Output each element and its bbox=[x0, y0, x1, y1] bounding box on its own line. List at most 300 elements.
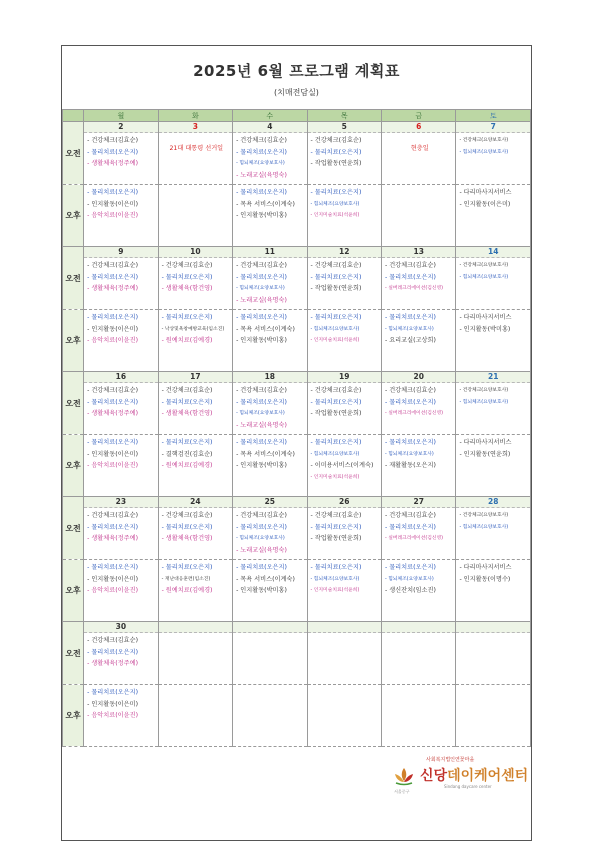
activity-item: - 힘뇌체조(요양보호사) bbox=[236, 411, 285, 416]
activity-list bbox=[159, 685, 232, 687]
day-cell-am bbox=[158, 122, 232, 185]
activity-item: - 물리치료(오은지) bbox=[310, 439, 362, 446]
schedule-frame bbox=[61, 45, 532, 841]
activity-list bbox=[84, 133, 157, 170]
activity-list bbox=[159, 508, 232, 545]
day-cell-am bbox=[158, 622, 232, 685]
day-number: 17 bbox=[159, 372, 232, 383]
activity-item: - 생신잔치(임소진) bbox=[385, 587, 436, 594]
activity-list bbox=[456, 508, 530, 533]
activity-item: - 힘뇌체조(요양보호사) bbox=[459, 149, 509, 155]
lotus-logo-icon bbox=[392, 766, 416, 786]
day-cell-pm bbox=[84, 685, 158, 747]
activity-item: - 인지활동(이은미) bbox=[87, 450, 138, 458]
activity-list bbox=[159, 185, 232, 187]
activity-list bbox=[456, 258, 530, 283]
activity-list bbox=[456, 633, 530, 635]
day-cell-am bbox=[84, 497, 158, 560]
activity-list bbox=[308, 508, 381, 545]
day-cell-pm bbox=[456, 310, 531, 372]
activity-list bbox=[233, 633, 306, 635]
activity-item: - 실버레크리에이션(김신영) bbox=[385, 536, 443, 541]
activity-list bbox=[382, 560, 455, 597]
activity-item: - 낙상및욕창예방교육(임소진) bbox=[161, 326, 225, 332]
week-2-am-row bbox=[63, 247, 531, 310]
day-number: 2 bbox=[84, 122, 157, 133]
activity-item: - 인지활동(이은미) bbox=[87, 700, 138, 708]
day-cell-pm bbox=[382, 560, 456, 622]
activity-item: - 생활체육(정주예) bbox=[87, 160, 138, 167]
activity-item: - 건강체크(김효순) bbox=[87, 637, 138, 644]
activity-list bbox=[233, 685, 306, 687]
activity-item: - 생활체육(함건영) bbox=[161, 535, 213, 542]
activity-list bbox=[456, 685, 530, 687]
day-cell-pm bbox=[382, 685, 456, 747]
activity-list bbox=[159, 133, 232, 155]
activity-list bbox=[308, 560, 381, 597]
day-cell-am bbox=[158, 247, 232, 310]
logo-english: Sindang daycare center bbox=[444, 784, 492, 789]
day-number bbox=[456, 622, 530, 633]
activity-item: - 인지활동(이은미) bbox=[459, 200, 511, 208]
day-cell-pm bbox=[307, 560, 381, 622]
activity-item: - 음악치료(이윤진) bbox=[87, 587, 138, 594]
activity-item: - 물리치료(오은지) bbox=[161, 564, 213, 571]
activity-item: - 건강체크(김효순) bbox=[87, 262, 138, 269]
day-number: 6 bbox=[382, 122, 455, 133]
activity-item: - 힘뇌체조(요양보호사) bbox=[385, 576, 434, 582]
activity-item: - 인지활동(박미홍) bbox=[459, 325, 511, 333]
day-cell-pm bbox=[456, 185, 531, 247]
activity-list bbox=[308, 435, 381, 483]
activity-list bbox=[233, 310, 306, 347]
activity-item: - 물리치료(오은지) bbox=[87, 523, 138, 531]
activity-item: - 물리치료(오은지) bbox=[87, 398, 138, 406]
day-number: 12 bbox=[308, 247, 381, 258]
activity-item: - 힘뇌체조(요양보호사) bbox=[459, 274, 509, 280]
day-cell-am bbox=[307, 247, 381, 310]
day-cell-pm bbox=[382, 185, 456, 247]
activity-item: - 다리마사지서비스 bbox=[459, 189, 512, 196]
activity-item: - 건강체크(김효순) bbox=[310, 262, 362, 269]
header-corner bbox=[63, 110, 84, 122]
weekday-sat: 토 bbox=[456, 110, 531, 122]
week-4-am-row bbox=[63, 497, 531, 560]
activity-item: - 물리치료(오은지) bbox=[236, 148, 287, 156]
activity-item: - 힘뇌체조(요양보호사) bbox=[310, 451, 360, 457]
activity-item: - 물리치료(오은지) bbox=[87, 648, 138, 656]
week-4-pm-row bbox=[63, 560, 531, 622]
activity-item: - 힘뇌체조(요양보호사) bbox=[459, 399, 509, 405]
activity-item: - 건강체크(김효순) bbox=[236, 137, 287, 144]
day-number bbox=[308, 622, 381, 633]
activity-item: - 물리치료(오은지) bbox=[385, 398, 436, 406]
activity-list bbox=[456, 560, 530, 585]
day-cell-pm bbox=[84, 560, 158, 622]
period-label: 오후 bbox=[63, 560, 84, 622]
period-label: 오후 bbox=[63, 435, 84, 497]
weekday-header-row bbox=[63, 110, 531, 122]
period-label: 오전 bbox=[63, 122, 84, 185]
activity-list bbox=[382, 508, 455, 545]
period-label: 오전 bbox=[63, 622, 84, 685]
activity-item: - 물리치료(오은지) bbox=[385, 273, 436, 281]
activity-item: - 이미용서비스(이계숙) bbox=[310, 462, 374, 469]
day-number: 24 bbox=[159, 497, 232, 508]
activity-item: - 작업활동(연윤희) bbox=[310, 535, 362, 542]
activity-item: - 생활체육(함건영) bbox=[161, 285, 213, 292]
day-cell-pm bbox=[307, 185, 381, 247]
activity-item: - 건강체크(김효순) bbox=[87, 387, 138, 394]
activity-item: - 노래교실(육명숙) bbox=[236, 421, 287, 429]
activity-list bbox=[456, 185, 530, 210]
activity-list bbox=[382, 633, 455, 635]
activity-item: - 힘뇌체조(요양보호사) bbox=[236, 286, 285, 291]
activity-item: - 힘뇌체조(요양보호사) bbox=[310, 326, 360, 332]
activity-list bbox=[84, 310, 157, 347]
activity-list bbox=[382, 383, 455, 420]
day-cell-am bbox=[456, 497, 531, 560]
activity-item: - 건강체크(김효순) bbox=[161, 262, 213, 269]
activity-item: - 물리치료(오은지) bbox=[87, 689, 138, 696]
day-cell-pm bbox=[233, 560, 307, 622]
logo-city: 서울중구 bbox=[394, 789, 410, 794]
activity-item: - 힘뇌체조(요양보호사) bbox=[459, 524, 509, 530]
logo-org-sub: 사회복지법인연꽃마을 bbox=[426, 757, 475, 763]
activity-item: - 힘뇌체조(요양보호사) bbox=[385, 451, 434, 457]
activity-item: - 물리치료(오은지) bbox=[310, 148, 362, 156]
activity-item: - 다리마사지서비스 bbox=[459, 314, 512, 321]
day-cell-am bbox=[84, 372, 158, 435]
activity-item: - 건강체크(김효순) bbox=[385, 387, 436, 394]
activity-item: - 물리치료(오은지) bbox=[236, 314, 287, 321]
activity-item: - 원예치료(김예경) bbox=[161, 587, 213, 594]
activity-item: - 인지활동(박미홍) bbox=[236, 462, 287, 469]
day-number: 23 bbox=[84, 497, 157, 508]
day-number: 27 bbox=[382, 497, 455, 508]
day-number: 4 bbox=[233, 122, 306, 133]
activity-item: - 건강체크(김효순) bbox=[385, 512, 436, 519]
day-cell-am bbox=[307, 622, 381, 685]
day-cell-pm bbox=[158, 685, 232, 747]
day-number: 21 bbox=[456, 372, 530, 383]
activity-item: - 목욕 서비스(이계숙) bbox=[236, 450, 295, 458]
activity-list bbox=[159, 310, 232, 347]
activity-item: - 인지활동(박미홍) bbox=[236, 212, 287, 219]
activity-list bbox=[308, 185, 381, 222]
day-cell-am bbox=[456, 372, 531, 435]
activity-item: - 건강체크(김효순) bbox=[236, 512, 287, 519]
activity-item: - 물리치료(오은지) bbox=[236, 189, 287, 196]
activity-list bbox=[233, 185, 306, 222]
center-logo bbox=[392, 756, 530, 806]
activity-list bbox=[308, 633, 381, 635]
activity-item: - 인지미술치료(석윤희) bbox=[310, 588, 360, 593]
activity-item: - 노래교실(육명숙) bbox=[236, 546, 287, 554]
day-cell-pm bbox=[233, 185, 307, 247]
day-cell-am bbox=[233, 622, 307, 685]
activity-list bbox=[456, 383, 530, 408]
day-number: 18 bbox=[233, 372, 306, 383]
day-cell-am bbox=[233, 497, 307, 560]
activity-item: - 건강체크(김효순) bbox=[310, 512, 362, 519]
activity-list bbox=[159, 383, 232, 420]
week-2-pm-row bbox=[63, 310, 531, 372]
week-5-pm-row bbox=[63, 685, 531, 747]
activity-item: - 인지활동(박미홍) bbox=[236, 587, 287, 594]
day-cell-am bbox=[233, 372, 307, 435]
activity-item: - 목욕 서비스(이계숙) bbox=[236, 575, 295, 583]
activity-list bbox=[159, 258, 232, 295]
activity-list bbox=[84, 258, 157, 295]
activity-item: - 건강체크(김효순) bbox=[161, 387, 213, 394]
activity-item: - 물리치료(오은지) bbox=[385, 523, 436, 531]
activity-item: - 작업활동(연윤희) bbox=[310, 410, 362, 417]
activity-item: - 건강체크(요양보호사) bbox=[459, 513, 509, 518]
activity-item: - 힘뇌체조(요양보호사) bbox=[310, 576, 360, 582]
activity-item: - 물리치료(오은지) bbox=[310, 273, 362, 281]
day-cell-am bbox=[456, 622, 531, 685]
day-cell-am bbox=[307, 497, 381, 560]
activity-list bbox=[382, 435, 455, 472]
activity-list bbox=[84, 185, 157, 222]
holiday-label: 21대 대통령 선거일 bbox=[169, 145, 224, 152]
holiday-label: 현충일 bbox=[410, 145, 429, 152]
activity-item: - 건강체크(김효순) bbox=[310, 137, 362, 144]
activity-item: - 물리치료(오은지) bbox=[310, 314, 362, 321]
activity-item: - 물리치료(오은지) bbox=[161, 398, 213, 406]
activity-list bbox=[308, 685, 381, 687]
day-cell-pm bbox=[456, 435, 531, 497]
activity-item: - 생활체육(정주예) bbox=[87, 410, 138, 417]
weekday-fri: 금 bbox=[382, 110, 456, 122]
day-cell-pm bbox=[233, 685, 307, 747]
day-number: 7 bbox=[456, 122, 530, 133]
day-cell-pm bbox=[456, 685, 531, 747]
activity-item: - 힘뇌체조(요양보호사) bbox=[236, 161, 285, 166]
activity-item: - 물리치료(오은지) bbox=[236, 523, 287, 531]
logo-name-part1: 신당 bbox=[420, 768, 448, 784]
period-label: 오후 bbox=[63, 310, 84, 372]
activity-item: - 물리치료(오은지) bbox=[161, 439, 213, 446]
day-number: 30 bbox=[84, 622, 157, 633]
activity-item: - 힘뇌체조(요양보호사) bbox=[385, 326, 434, 332]
activity-list bbox=[84, 435, 157, 472]
activity-list bbox=[233, 508, 306, 556]
activity-item: - 물리치료(오은지) bbox=[87, 439, 138, 446]
day-cell-am bbox=[382, 247, 456, 310]
activity-item: - 건강체크(김효순) bbox=[236, 262, 287, 269]
activity-item: - 물리치료(오은지) bbox=[385, 439, 436, 446]
day-cell-pm bbox=[382, 310, 456, 372]
activity-item: - 인지활동(이은미) bbox=[87, 575, 138, 583]
activity-list bbox=[456, 310, 530, 335]
activity-item: - 인지활동(이은미) bbox=[87, 325, 138, 333]
schedule-table bbox=[62, 109, 531, 747]
page-title: 2025년 6월 프로그램 계획표 bbox=[193, 62, 400, 80]
activity-item: - 건강체크(김효순) bbox=[310, 387, 362, 394]
activity-item: - 건강체크(김효순) bbox=[87, 512, 138, 519]
activity-item: - 인지활동(이명수) bbox=[459, 575, 511, 583]
activity-item: - 원예치료(김예경) bbox=[161, 337, 213, 344]
activity-item: - 재난대응훈련(임소진) bbox=[161, 576, 211, 582]
activity-item: - 건강체크(김효순) bbox=[161, 512, 213, 519]
activity-item: - 노래교실(육명숙) bbox=[236, 296, 287, 304]
activity-item: - 건강체크(김효순) bbox=[236, 387, 287, 394]
day-number: 19 bbox=[308, 372, 381, 383]
activity-item: - 물리치료(오은지) bbox=[236, 439, 287, 446]
activity-list bbox=[308, 383, 381, 420]
activity-item: - 원예치료(김예경) bbox=[161, 462, 213, 469]
activity-item: - 건강체크(김효순) bbox=[385, 262, 436, 269]
activity-list bbox=[84, 383, 157, 420]
day-cell-pm bbox=[456, 560, 531, 622]
weekday-tue: 화 bbox=[158, 110, 232, 122]
week-1-am-row bbox=[63, 122, 531, 185]
activity-item: - 건강체크(요양보호사) bbox=[459, 388, 509, 393]
week-5-am-row bbox=[63, 622, 531, 685]
day-number bbox=[233, 622, 306, 633]
activity-item: - 인지미술치료(석윤희) bbox=[310, 213, 360, 218]
day-number: 10 bbox=[159, 247, 232, 258]
activity-list bbox=[233, 383, 306, 431]
activity-list bbox=[382, 310, 455, 347]
day-cell-am bbox=[233, 122, 307, 185]
activity-item: - 다리마사지서비스 bbox=[459, 564, 512, 571]
activity-item: - 인지미술치료(석윤희) bbox=[310, 338, 360, 343]
activity-list bbox=[382, 685, 455, 687]
activity-list bbox=[84, 508, 157, 545]
day-number: 3 bbox=[159, 122, 232, 133]
period-label: 오전 bbox=[63, 247, 84, 310]
activity-item: - 실버레크리에이션(김신영) bbox=[385, 411, 443, 416]
day-number: 28 bbox=[456, 497, 530, 508]
activity-list bbox=[382, 185, 455, 187]
activity-list bbox=[233, 560, 306, 597]
day-number: 13 bbox=[382, 247, 455, 258]
activity-item: - 건강체크(요양보호사) bbox=[459, 138, 509, 143]
day-cell-am bbox=[84, 122, 158, 185]
activity-list bbox=[233, 258, 306, 306]
activity-item: - 음악치료(이윤진) bbox=[87, 462, 138, 469]
activity-item: - 목욕 서비스(이계숙) bbox=[236, 325, 295, 333]
day-cell-am bbox=[382, 497, 456, 560]
activity-list bbox=[308, 310, 381, 347]
activity-item: - 물리치료(오은지) bbox=[87, 314, 138, 321]
week-3-pm-row bbox=[63, 435, 531, 497]
day-cell-pm bbox=[307, 435, 381, 497]
activity-item: - 힘뇌체조(요양보호사) bbox=[236, 536, 285, 541]
activity-item: - 인지활동(이은미) bbox=[87, 200, 138, 208]
day-cell-am bbox=[158, 497, 232, 560]
day-cell-pm bbox=[84, 310, 158, 372]
day-number: 25 bbox=[233, 497, 306, 508]
activity-item: - 물리치료(오은지) bbox=[310, 564, 362, 571]
activity-item: - 물리치료(오은지) bbox=[161, 523, 213, 531]
activity-item: - 노래교실(육명숙) bbox=[236, 171, 287, 179]
day-cell-pm bbox=[158, 435, 232, 497]
activity-item: - 생활체육(함건영) bbox=[161, 410, 213, 417]
activity-item: - 물리치료(오은지) bbox=[236, 564, 287, 571]
day-number: 9 bbox=[84, 247, 157, 258]
weekday-wed: 수 bbox=[233, 110, 307, 122]
activity-list bbox=[84, 685, 157, 722]
activity-list bbox=[308, 133, 381, 170]
activity-item: - 물리치료(오은지) bbox=[87, 273, 138, 281]
activity-item: - 다리마사지서비스 bbox=[459, 439, 512, 446]
day-cell-pm bbox=[233, 435, 307, 497]
activity-item: - 인지활동(박미홍) bbox=[236, 337, 287, 344]
activity-item: - 건강체크(김효순) bbox=[87, 137, 138, 144]
day-cell-pm bbox=[158, 560, 232, 622]
day-cell-pm bbox=[233, 310, 307, 372]
activity-item: - 인지미술치료(석윤희) bbox=[310, 474, 360, 480]
day-cell-am bbox=[307, 122, 381, 185]
activity-item: - 인지활동(연윤희) bbox=[459, 450, 511, 458]
activity-item: - 물리치료(오은지) bbox=[87, 564, 138, 571]
day-cell-am bbox=[456, 122, 531, 185]
day-cell-pm bbox=[307, 310, 381, 372]
day-cell-pm bbox=[307, 685, 381, 747]
activity-item: - 작업활동(연윤희) bbox=[310, 285, 362, 292]
activity-list bbox=[233, 435, 306, 472]
day-number: 16 bbox=[84, 372, 157, 383]
activity-item: - 재활활동(오은지) bbox=[385, 462, 436, 469]
activity-item: - 목욕 서비스(이계숙) bbox=[236, 200, 295, 208]
activity-list bbox=[456, 133, 530, 158]
activity-item: - 물리치료(오은지) bbox=[310, 523, 362, 531]
day-number bbox=[382, 622, 455, 633]
activity-list bbox=[382, 258, 455, 295]
activity-item: - 물리치료(오은지) bbox=[385, 564, 436, 571]
day-cell-pm bbox=[84, 435, 158, 497]
page-subtitle: (치매전담실) bbox=[274, 88, 319, 97]
day-number: 20 bbox=[382, 372, 455, 383]
day-cell-pm bbox=[382, 435, 456, 497]
activity-list bbox=[159, 633, 232, 635]
activity-item: - 음악치료(이윤진) bbox=[87, 337, 138, 344]
day-cell-am bbox=[456, 247, 531, 310]
activity-item: - 물리치료(오은지) bbox=[236, 398, 287, 406]
day-number: 5 bbox=[308, 122, 381, 133]
activity-item: - 생활체육(정주예) bbox=[87, 660, 138, 667]
activity-item: - 결핵검진(김효순) bbox=[161, 450, 213, 458]
day-cell-am bbox=[382, 372, 456, 435]
logo-name bbox=[420, 765, 528, 785]
activity-item: - 실버레크리에이션(김신영) bbox=[385, 286, 443, 291]
activity-list bbox=[308, 258, 381, 295]
day-number: 14 bbox=[456, 247, 530, 258]
weekday-thu: 목 bbox=[307, 110, 381, 122]
activity-item: - 음악치료(이윤진) bbox=[87, 712, 138, 719]
activity-list bbox=[382, 133, 455, 155]
activity-list bbox=[233, 133, 306, 181]
activity-item: - 물리치료(오은지) bbox=[87, 148, 138, 156]
activity-item: - 물리치료(오은지) bbox=[310, 398, 362, 406]
activity-item: - 물리치료(오은지) bbox=[385, 314, 436, 321]
day-cell-pm bbox=[158, 185, 232, 247]
activity-list bbox=[84, 633, 157, 670]
activity-item: - 물리치료(오은지) bbox=[87, 189, 138, 196]
day-cell-am bbox=[84, 622, 158, 685]
day-cell-am bbox=[307, 372, 381, 435]
activity-item: - 생활체육(정주예) bbox=[87, 285, 138, 292]
activity-item: - 물리치료(오은지) bbox=[161, 314, 213, 321]
activity-list bbox=[159, 435, 232, 472]
day-number: 11 bbox=[233, 247, 306, 258]
activity-list bbox=[84, 560, 157, 597]
day-cell-pm bbox=[158, 310, 232, 372]
